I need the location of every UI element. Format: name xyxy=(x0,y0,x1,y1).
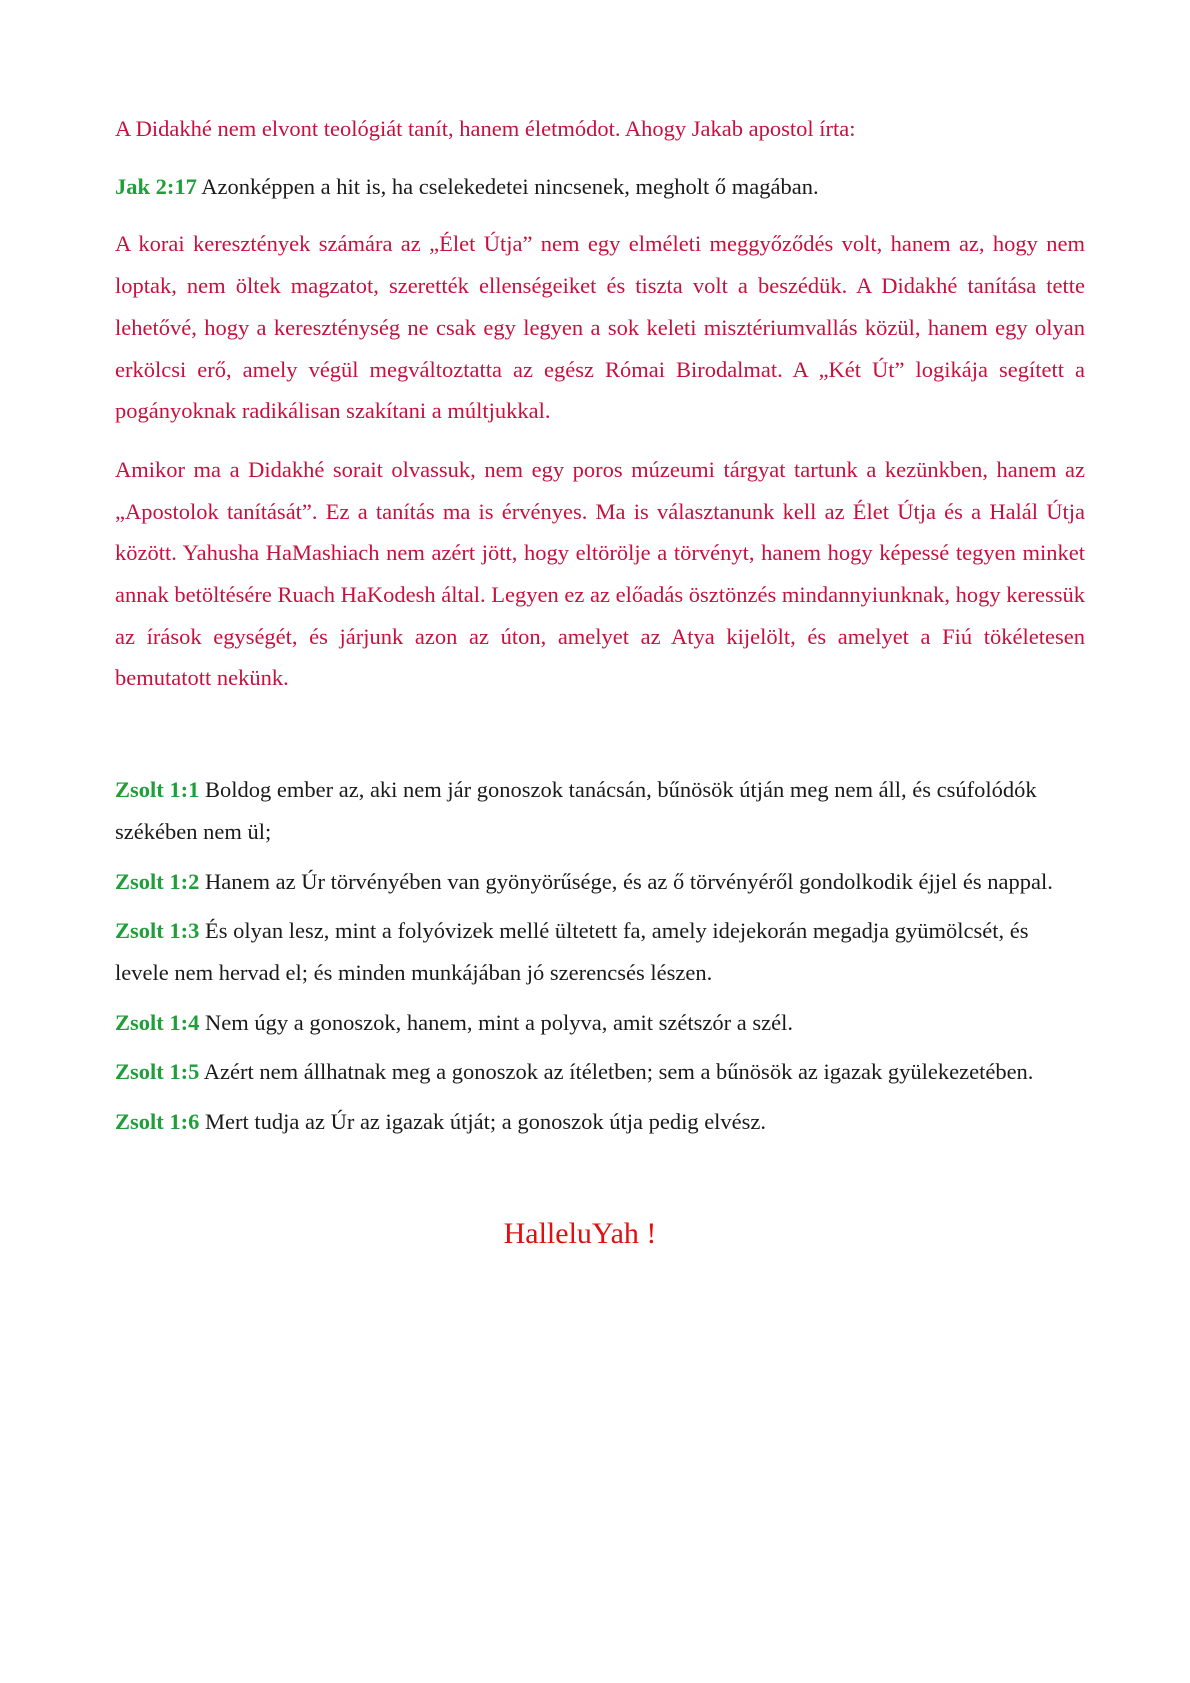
jak-quote xyxy=(115,166,1085,208)
verse-reference: Zsolt 1:1 xyxy=(115,777,200,803)
verse-text: És olyan lesz, mint a folyóvizek mellé ültetett fa, amely idejekorán megadja gyümölcsét, és levele nem hervad el; és minden munkájában jó szerencsés lészen. xyxy=(115,918,1029,985)
early-christians-paragraph: A korai keresztények számára az „Élet Útja” nem egy elméleti meggyőződés volt, hanem az, hogy nem loptak, nem öltek magzatot, szerették ellenségeiket és tiszta volt a beszédük. A Didakhé tanítása tette lehetővé, hogy a kereszténység ne csak egy legyen a sok keleti misztériumvallás közül, hanem egy olyan erkölcsi erő, amely végül megváltoztatta az egész Római Birodalmat. A „Két Út” logikája segített a pogányoknak radikálisan szakítani a múltjukkal. xyxy=(115,231,1085,424)
verse-reference: Zsolt 1:4 xyxy=(115,1009,200,1035)
psalm-verse xyxy=(115,1002,1085,1044)
document-page xyxy=(115,108,1085,1254)
verse-text: Boldog ember az, aki nem jár gonoszok tanácsán, bűnösök útján meg nem áll, és csúfolódók székében nem ül; xyxy=(115,777,1037,844)
verse-text: Mert tudja az Úr az igazak útját; a gonoszok útja pedig elvész. xyxy=(199,1109,767,1135)
verse-reference: Zsolt 1:2 xyxy=(115,868,200,894)
verse-reference: Jak 2:17 xyxy=(115,173,197,199)
psalm-verse xyxy=(115,1051,1085,1093)
verse-reference: Zsolt 1:5 xyxy=(115,1059,200,1085)
verse-text: Azért nem állhatnak meg a gonoszok az ítéletben; sem a bűnösök az igazak gyülekezetében. xyxy=(199,1059,1034,1085)
verse-text: Hanem az Úr törvényében van gyönyörűsége, és az ő törvényéről gondolkodik éjjel és nappal. xyxy=(199,868,1053,894)
psalm-verse xyxy=(115,769,1085,852)
psalm-verse xyxy=(115,1101,1085,1143)
verse-reference: Zsolt 1:3 xyxy=(115,918,200,944)
closing-halleluyah: HalleluYah ! xyxy=(503,1216,657,1250)
psalm-verse xyxy=(115,861,1085,903)
psalm-verse xyxy=(115,910,1085,993)
verse-text: Azonképpen a hit is, ha cselekedetei nincsenek, megholt ő magában. xyxy=(196,173,819,199)
intro-paragraph: A Didakhé nem elvont teológiát tanít, hanem életmódot. Ahogy Jakab apostol írta: xyxy=(115,116,856,141)
today-paragraph: Amikor ma a Didakhé sorait olvassuk, nem egy poros múzeumi tárgyat tartunk a kezünkben, hanem az „Apostolok tanítását”. Ez a tanítás ma is érvényes. Ma is választanunk kell az Élet Útja és a Halál Útja között. Yahusha HaMashiach nem azért jött, hogy eltörölje a törvényt, hanem hogy képessé tegyen minket annak betöltésére Ruach HaKodesh által. Legyen ez az előadás ösztönzés mindannyiunknak, hogy keressük az írások egységét, és járjunk azon az úton, amelyet az Atya kijelölt, és amelyet a Fiú tökéletesen bemutatott nekünk. xyxy=(115,456,1085,691)
verse-text: Nem úgy a gonoszok, hanem, mint a polyva, amit szétszór a szél. xyxy=(199,1009,793,1035)
verse-reference: Zsolt 1:6 xyxy=(115,1109,200,1135)
